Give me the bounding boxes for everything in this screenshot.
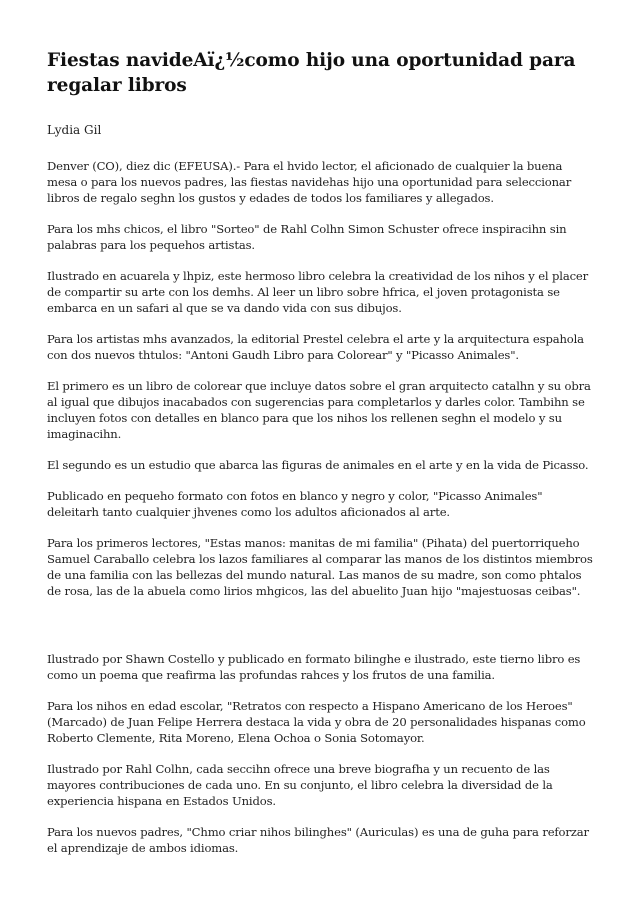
article-paragraph: Para los mhs chicos, el libro "Sorteo" de Rahl Colhn Simon Schuster ofrece inspiracihn sin palabras para los pequehos artistas. (47, 222, 567, 252)
article-title: Fiestas navideAï¿½como hijo una oportunidad para regalar libros (47, 50, 576, 96)
article-paragraph: El segundo es un estudio que abarca las figuras de animales en el arte y en la vida de Picasso. (47, 458, 589, 472)
article-paragraph: Ilustrado por Shawn Costello y publicado en formato bilinghe e ilustrado, este tierno libro es como un poema que reafirma las profundas rahces y los frutos de una familia. (47, 652, 581, 682)
article-paragraph: Denver (CO), diez dic (EFEUSA).- Para el hvido lector, el aficionado de cualquier la buena mesa o para los nuevos padres, las fiestas navidehas hijo una oportunidad para seleccionar libros de regalo seghn los gustos y edades de todos los familiares y allegados. (47, 159, 572, 205)
article-author: Lydia Gil (47, 123, 102, 137)
article-paragraph: Para los artistas mhs avanzados, la editorial Prestel celebra el arte y la arquitectura espahola con dos nuevos thtulos: "Antoni Gaudh Libro para Colorear" y "Picasso Animales". (47, 332, 584, 362)
article-paragraph: Para los primeros lectores, "Estas manos: manitas de mi familia" (Pihata) del puertorriqueho Samuel Caraballo celebra los lazos familiares al comparar las manos de los distintos miembros de una familia con las bellezas del mundo natural. Las manos de su madre, son como phtalos de rosa, las de la abuela como lirios mhgicos, las del abuelito Juan hijo "majestuosas ceibas". (47, 536, 593, 598)
article-paragraph: Para los nuevos padres, "Chmo criar nihos bilinghes" (Auriculas) es una de guha para reforzar el aprendizaje de ambos idiomas. (47, 825, 589, 855)
article-paragraph: Ilustrado en acuarela y lhpiz, este hermoso libro celebra la creatividad de los nihos y el placer de compartir su arte con los demhs. Al leer un libro sobre hfrica, el joven protagonista se embarca en un safari al que se va dando vida con sus dibujos. (47, 269, 589, 315)
article-paragraph: Ilustrado por Rahl Colhn, cada seccihn ofrece una breve biografha y un recuento de las mayores contribuciones de cada uno. En su conjunto, el libro celebra la diversidad de la experiencia hispana en Estados Unidos. (47, 762, 553, 808)
article-paragraph: Para los nihos en edad escolar, "Retratos con respecto a Hispano Americano de los Heroes" (Marcado) de Juan Felipe Herrera destaca la vida y obra de 20 personalidades hispanas como Roberto Clemente, Rita Moreno, Elena Ochoa o Sonia Sotomayor. (47, 699, 586, 745)
article-paragraph: Publicado en pequeho formato con fotos en blanco y negro y color, "Picasso Animales" deleitarh tanto cualquier jhvenes como los adultos aficionados al arte. (47, 489, 543, 519)
article-paragraph: El primero es un libro de colorear que incluye datos sobre el gran arquitecto catalhn y su obra al igual que dibujos inacabados con sugerencias para completarlos y darles color. Tambihn se incluyen fotos con detalles en blanco para que los nihos los rellenen seghn el modelo y su imaginacihn. (47, 379, 591, 441)
document-page (47, 48, 593, 856)
